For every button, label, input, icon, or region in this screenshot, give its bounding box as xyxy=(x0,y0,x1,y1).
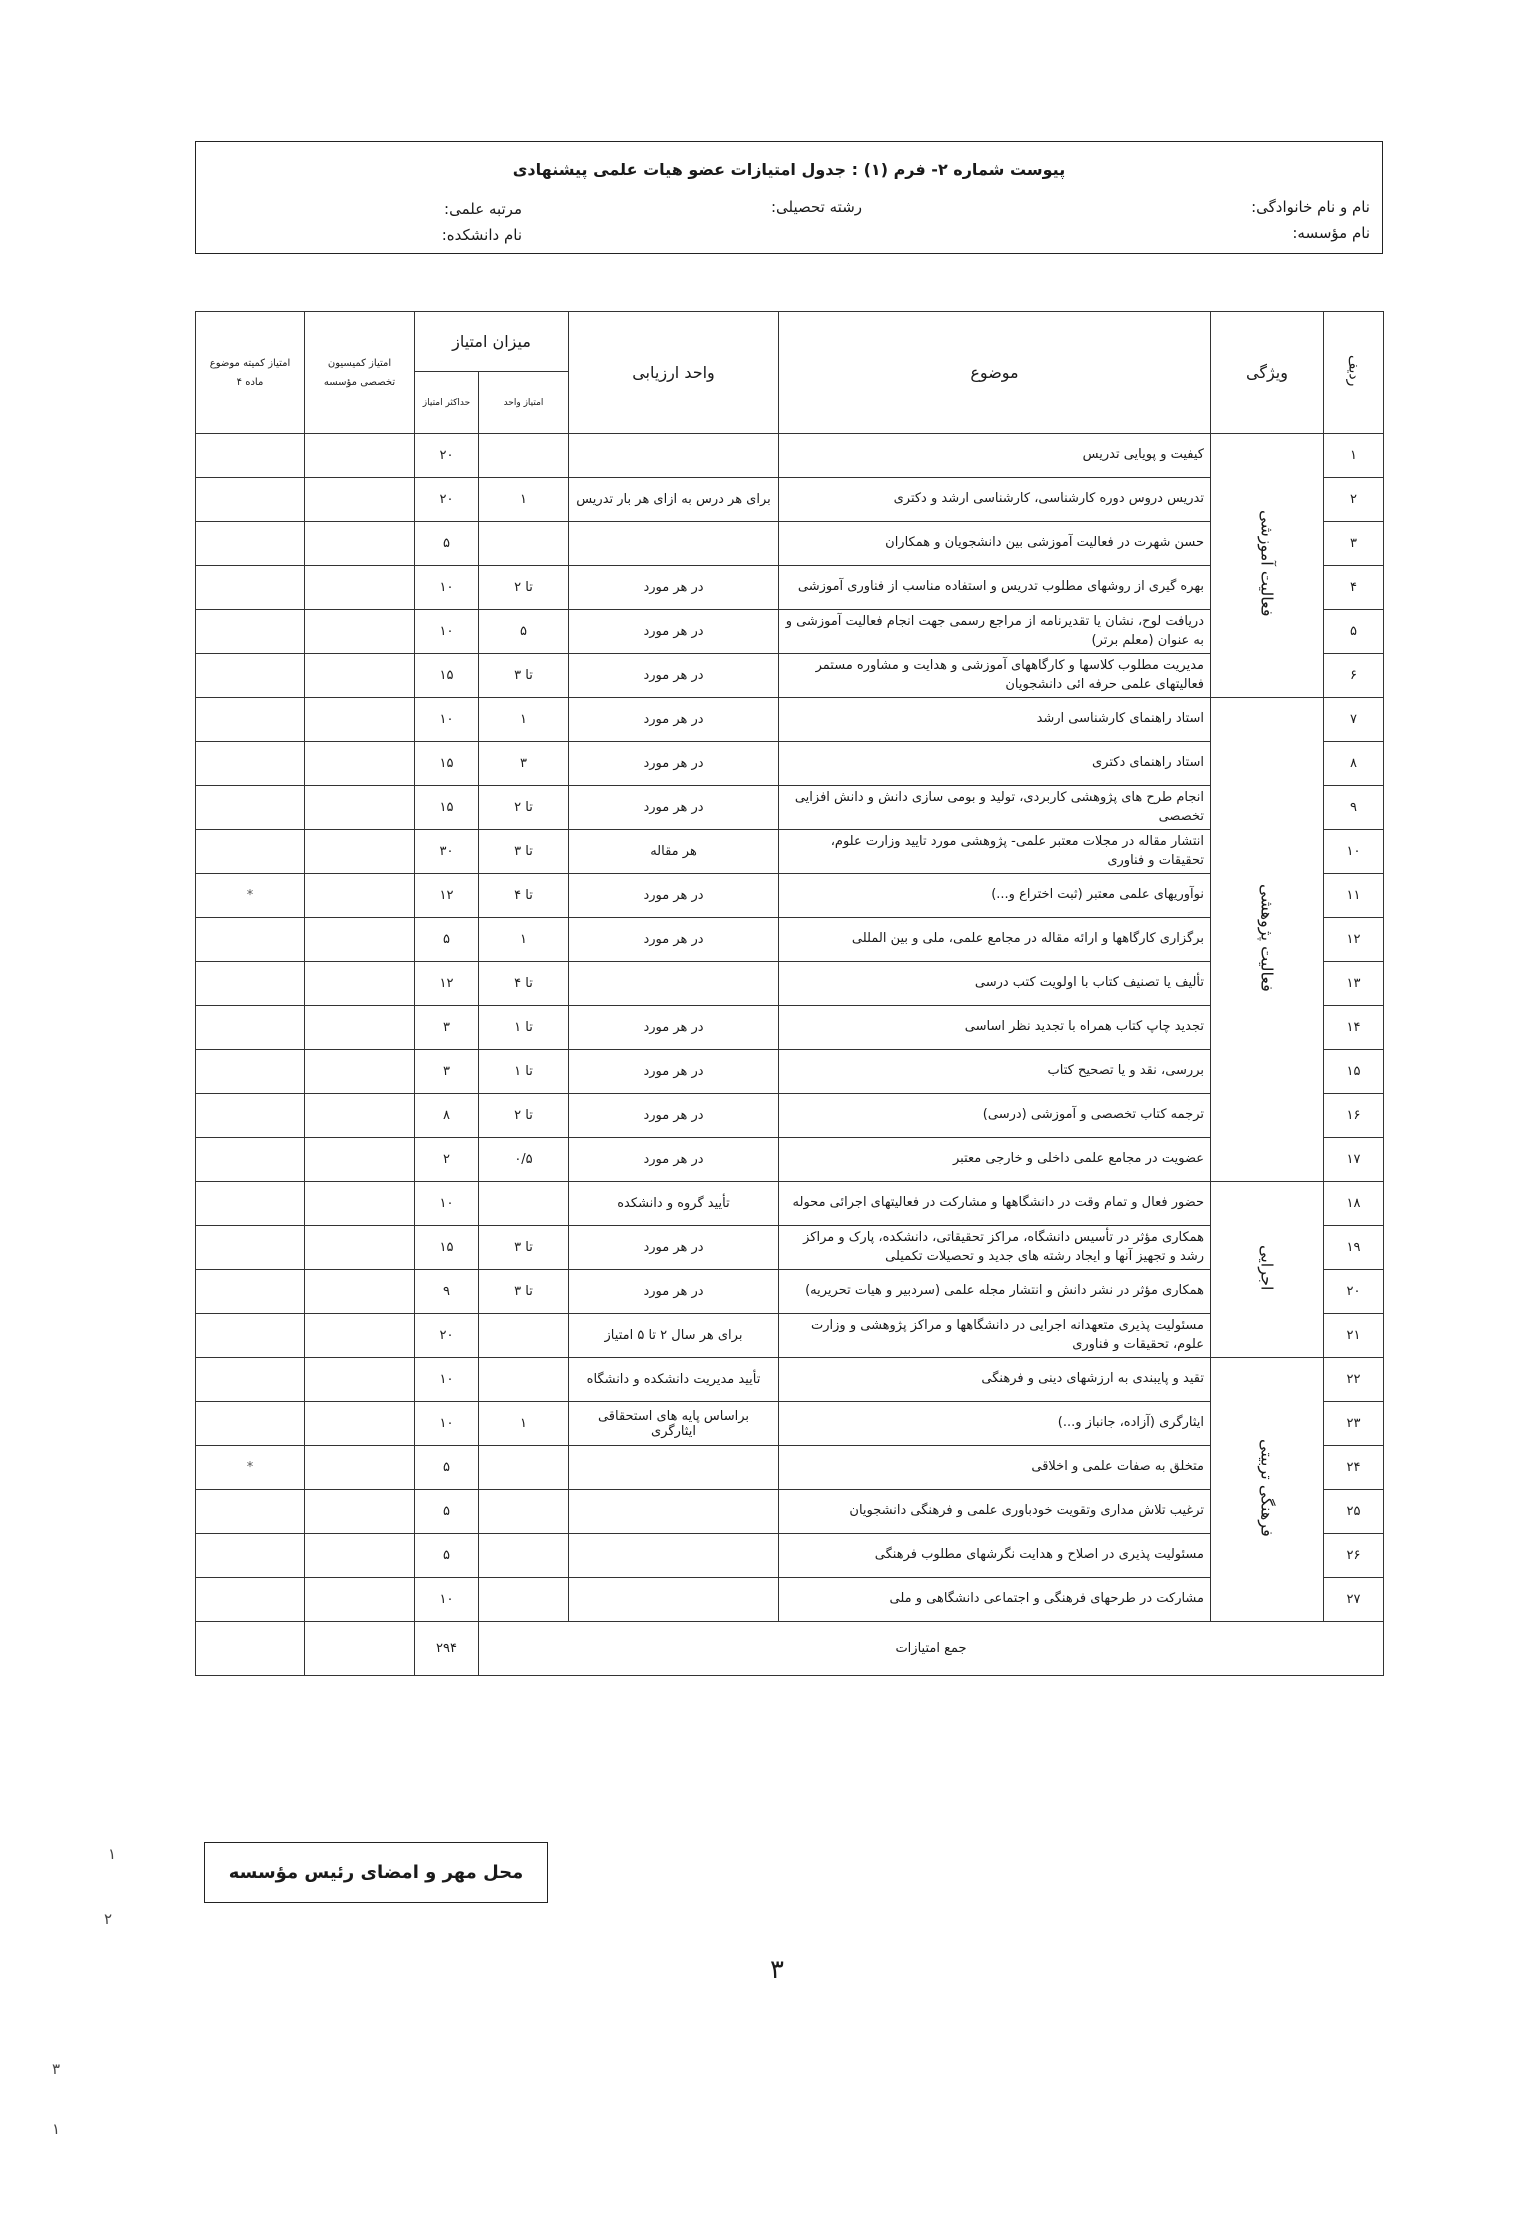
row-commission-score xyxy=(305,918,415,962)
row-unit: در هر مورد xyxy=(569,698,779,742)
row-number: ۲۳ xyxy=(1324,1402,1384,1446)
institution-label: نام مؤسسه: xyxy=(1292,224,1370,242)
row-unit: در هر مورد xyxy=(569,786,779,830)
row-max-score: ۵ xyxy=(415,1446,479,1490)
row-commission-score xyxy=(305,1094,415,1138)
row-article4-score xyxy=(196,478,305,522)
row-unit: در هر مورد xyxy=(569,654,779,698)
rank-label: مرتبه علمی: xyxy=(444,200,522,218)
row-topic: حسن شهرت در فعالیت آموزشی بین دانشجویان و همکاران xyxy=(779,522,1211,566)
row-topic: دریافت لوح، نشان یا تقدیرنامه از مراجع رسمی جهت انجام فعالیت آموزشی و به عنوان (معلم برتر) xyxy=(779,610,1211,654)
row-article4-score xyxy=(196,698,305,742)
header-max-score: حداکثر امتیاز xyxy=(415,372,479,434)
row-commission-score xyxy=(305,1402,415,1446)
row-number: ۲۱ xyxy=(1324,1314,1384,1358)
row-max-score: ۲۰ xyxy=(415,434,479,478)
row-unit-score xyxy=(479,1314,569,1358)
row-unit: در هر مورد xyxy=(569,1138,779,1182)
row-topic: تدریس دروس دوره کارشناسی، کارشناسی ارشد و دکتری xyxy=(779,478,1211,522)
row-unit-score xyxy=(479,434,569,478)
row-unit: در هر مورد xyxy=(569,1094,779,1138)
row-topic: ترجمه کتاب تخصصی و آموزشی (درسی) xyxy=(779,1094,1211,1138)
row-number: ۱۶ xyxy=(1324,1094,1384,1138)
row-max-score: ۲۰ xyxy=(415,1314,479,1358)
table-row xyxy=(196,698,1384,742)
row-commission-score xyxy=(305,1226,415,1270)
row-unit-score xyxy=(479,1446,569,1490)
row-unit xyxy=(569,1534,779,1578)
row-topic: حضور فعال و تمام وقت در دانشگاهها و مشارکت در فعالیتهای اجرائی محوله xyxy=(779,1182,1211,1226)
form-title: پیوست شماره ۲- فرم (۱) : جدول امتیازات عضو هیات علمی پیشنهادی xyxy=(512,160,1066,179)
row-topic: مسئولیت پذیری در اصلاح و هدایت نگرشهای مطلوب فرهنگی xyxy=(779,1534,1211,1578)
table-row xyxy=(196,874,1384,918)
row-commission-score xyxy=(305,1534,415,1578)
row-article4-score xyxy=(196,786,305,830)
row-topic: کیفیت و پویایی تدریس xyxy=(779,434,1211,478)
row-commission-score xyxy=(305,874,415,918)
row-article4-score xyxy=(196,1138,305,1182)
row-max-score: ۱۰ xyxy=(415,1578,479,1622)
category-label: فعالیت آموزشی xyxy=(1257,510,1277,617)
row-max-score: ۵ xyxy=(415,1534,479,1578)
row-max-score: ۲ xyxy=(415,1138,479,1182)
row-number: ۳ xyxy=(1324,522,1384,566)
row-number: ۱۲ xyxy=(1324,918,1384,962)
row-number: ۱۴ xyxy=(1324,1006,1384,1050)
row-unit: در هر مورد xyxy=(569,566,779,610)
header-unit: واحد ارزیابی xyxy=(569,312,779,434)
header-commission: امتیاز کمیسیون تخصصی مؤسسه xyxy=(305,312,415,434)
row-max-score: ۱۵ xyxy=(415,742,479,786)
row-max-score: ۱۵ xyxy=(415,1226,479,1270)
row-number: ۲۴ xyxy=(1324,1446,1384,1490)
row-topic: مسئولیت پذیری متعهدانه اجرایی در دانشگاهها و مراکز پژوهشی و وزارت علوم، تحقیقات و فناوری xyxy=(779,1314,1211,1358)
table-row xyxy=(196,1138,1384,1182)
row-commission-score xyxy=(305,1314,415,1358)
row-unit-score: ۱ xyxy=(479,918,569,962)
row-unit-score: تا ۴ xyxy=(479,874,569,918)
row-number: ۲ xyxy=(1324,478,1384,522)
row-unit-score xyxy=(479,1534,569,1578)
row-unit-score: ۱ xyxy=(479,478,569,522)
seal-box xyxy=(204,1842,548,1903)
margin-mark: ۲ xyxy=(104,1910,113,1928)
row-commission-score xyxy=(305,698,415,742)
header-row-number: ردیف xyxy=(1324,312,1384,434)
row-unit: تأیید گروه و دانشکده xyxy=(569,1182,779,1226)
row-number: ۲۶ xyxy=(1324,1534,1384,1578)
row-unit-score: ۳ xyxy=(479,742,569,786)
table-row xyxy=(196,1094,1384,1138)
row-unit xyxy=(569,1446,779,1490)
row-number: ۱۰ xyxy=(1324,830,1384,874)
row-max-score: ۱۰ xyxy=(415,1358,479,1402)
row-topic: نوآوریهای علمی معتبر (ثبت اختراع و...) xyxy=(779,874,1211,918)
row-number: ۴ xyxy=(1324,566,1384,610)
row-article4-score xyxy=(196,1314,305,1358)
row-commission-score xyxy=(305,742,415,786)
table-row xyxy=(196,1402,1384,1446)
row-topic: مشارکت در طرحهای فرهنگی و اجتماعی دانشگاهی و ملی xyxy=(779,1578,1211,1622)
row-unit xyxy=(569,1490,779,1534)
row-unit: در هر مورد xyxy=(569,1050,779,1094)
row-max-score: ۱۰ xyxy=(415,610,479,654)
row-number: ۱ xyxy=(1324,434,1384,478)
table-row xyxy=(196,1578,1384,1622)
row-unit-score: ۱ xyxy=(479,1402,569,1446)
row-unit-score: ۱ xyxy=(479,698,569,742)
row-topic: استاد راهنمای دکتری xyxy=(779,742,1211,786)
row-commission-score xyxy=(305,1182,415,1226)
row-number: ۲۷ xyxy=(1324,1578,1384,1622)
row-max-score: ۲۰ xyxy=(415,478,479,522)
table-row xyxy=(196,830,1384,874)
row-article4-score xyxy=(196,1578,305,1622)
table-row xyxy=(196,1446,1384,1490)
table-row xyxy=(196,1314,1384,1358)
row-max-score: ۵ xyxy=(415,918,479,962)
row-article4-score xyxy=(196,962,305,1006)
row-unit-score: تا ۳ xyxy=(479,1226,569,1270)
row-topic: ایثارگری (آزاده، جانباز و...) xyxy=(779,1402,1211,1446)
row-max-score: ۱۲ xyxy=(415,962,479,1006)
row-number: ۹ xyxy=(1324,786,1384,830)
row-number: ۱۳ xyxy=(1324,962,1384,1006)
row-unit-score: تا ۲ xyxy=(479,566,569,610)
row-commission-score xyxy=(305,566,415,610)
row-unit-score xyxy=(479,1578,569,1622)
row-max-score: ۳ xyxy=(415,1006,479,1050)
table-row xyxy=(196,1050,1384,1094)
row-unit-score: تا ۲ xyxy=(479,1094,569,1138)
row-number: ۱۱ xyxy=(1324,874,1384,918)
row-article4-score xyxy=(196,1490,305,1534)
row-unit-score: تا ۲ xyxy=(479,786,569,830)
row-unit: تأیید مدیریت دانشکده و دانشگاه xyxy=(569,1358,779,1402)
row-number: ۱۵ xyxy=(1324,1050,1384,1094)
row-unit: در هر مورد xyxy=(569,1006,779,1050)
total-value: ۲۹۴ xyxy=(415,1622,479,1676)
total-commission xyxy=(305,1622,415,1676)
category-research xyxy=(1211,698,1324,1182)
row-article4-score xyxy=(196,1094,305,1138)
table-body xyxy=(196,434,1384,1676)
name-label: نام و نام خانوادگی: xyxy=(1251,198,1370,216)
row-max-score: ۳ xyxy=(415,1050,479,1094)
table-row xyxy=(196,1534,1384,1578)
row-commission-score xyxy=(305,1578,415,1622)
row-unit-score: تا ۳ xyxy=(479,654,569,698)
table-row xyxy=(196,478,1384,522)
row-unit-score xyxy=(479,1490,569,1534)
category-executive xyxy=(1211,1182,1324,1358)
row-article4-score xyxy=(196,1050,305,1094)
row-unit-score xyxy=(479,1358,569,1402)
header-unit-score: امتیاز واحد xyxy=(479,372,569,434)
header-box xyxy=(195,141,1383,254)
page-number: ۳ xyxy=(770,1955,784,1985)
row-article4-score xyxy=(196,654,305,698)
row-unit xyxy=(569,1578,779,1622)
row-max-score: ۳۰ xyxy=(415,830,479,874)
table-row xyxy=(196,1006,1384,1050)
row-topic: استاد راهنمای کارشناسی ارشد xyxy=(779,698,1211,742)
row-max-score: ۱۰ xyxy=(415,566,479,610)
row-commission-score xyxy=(305,786,415,830)
row-topic: برگزاری کارگاهها و ارائه مقاله در مجامع علمی، ملی و بین المللی xyxy=(779,918,1211,962)
row-number: ۱۸ xyxy=(1324,1182,1384,1226)
row-unit-score: تا ۱ xyxy=(479,1006,569,1050)
category-education xyxy=(1211,434,1324,698)
row-number: ۲۲ xyxy=(1324,1358,1384,1402)
row-number: ۲۰ xyxy=(1324,1270,1384,1314)
table-row xyxy=(196,1490,1384,1534)
row-unit: در هر مورد xyxy=(569,742,779,786)
row-article4-score xyxy=(196,1182,305,1226)
table-row xyxy=(196,742,1384,786)
table-row xyxy=(196,522,1384,566)
header-score-amount: میزان امتیاز xyxy=(415,312,569,372)
table-row xyxy=(196,786,1384,830)
row-unit-score: تا ۳ xyxy=(479,830,569,874)
field-label: رشته تحصیلی: xyxy=(770,198,862,216)
row-commission-score xyxy=(305,1270,415,1314)
category-label: فعالیت پژوهشی xyxy=(1257,883,1277,992)
row-article4-score xyxy=(196,1226,305,1270)
row-number: ۲۵ xyxy=(1324,1490,1384,1534)
row-number: ۱۹ xyxy=(1324,1226,1384,1270)
row-unit-score xyxy=(479,522,569,566)
row-unit-score xyxy=(479,1182,569,1226)
category-label: اجرایی xyxy=(1257,1244,1277,1291)
row-commission-score xyxy=(305,1138,415,1182)
margin-mark: ۱ xyxy=(52,2120,61,2138)
row-number: ۸ xyxy=(1324,742,1384,786)
row-unit: در هر مورد xyxy=(569,1270,779,1314)
table-row xyxy=(196,1358,1384,1402)
table-row xyxy=(196,962,1384,1006)
row-commission-score xyxy=(305,434,415,478)
row-topic: تألیف یا تصنیف کتاب با اولویت کتب درسی xyxy=(779,962,1211,1006)
row-topic: بهره گیری از روشهای مطلوب تدریس و استفاده مناسب از فناوری آموزشی xyxy=(779,566,1211,610)
row-topic: انجام طرح های پژوهشی کاربردی، تولید و بومی سازی دانش و دانش افزایی تخصصی xyxy=(779,786,1211,830)
row-unit-score: تا ۳ xyxy=(479,1270,569,1314)
row-article4-score xyxy=(196,1534,305,1578)
row-commission-score xyxy=(305,478,415,522)
header-topic: موضوع xyxy=(779,312,1211,434)
row-unit xyxy=(569,962,779,1006)
row-topic: مدیریت مطلوب کلاسها و کارگاههای آموزشی و هدایت و مشاوره مستمر فعالیتهای علمی حرفه ائی دانشجویان xyxy=(779,654,1211,698)
row-number: ۷ xyxy=(1324,698,1384,742)
row-commission-score xyxy=(305,522,415,566)
row-commission-score xyxy=(305,654,415,698)
row-max-score: ۱۰ xyxy=(415,1182,479,1226)
row-article4-score xyxy=(196,1270,305,1314)
row-max-score: ۱۲ xyxy=(415,874,479,918)
row-unit xyxy=(569,522,779,566)
row-max-score: ۵ xyxy=(415,1490,479,1534)
row-max-score: ۸ xyxy=(415,1094,479,1138)
row-article4-score xyxy=(196,1006,305,1050)
row-number: ۶ xyxy=(1324,654,1384,698)
row-article4-score xyxy=(196,1402,305,1446)
row-commission-score xyxy=(305,1006,415,1050)
table-row xyxy=(196,1182,1384,1226)
row-article4-score xyxy=(196,742,305,786)
row-commission-score xyxy=(305,1490,415,1534)
row-topic: همکاری مؤثر در تأسیس دانشگاه، مراکز تحقیقاتی، دانشکده، پارک و مراکز رشد و تجهیز آنها و ایجاد رشته های جدید و تحصیلات تکمیلی xyxy=(779,1226,1211,1270)
row-article4-score xyxy=(196,830,305,874)
row-unit-score: تا ۱ xyxy=(479,1050,569,1094)
row-unit-score: تا ۴ xyxy=(479,962,569,1006)
category-cultural xyxy=(1211,1358,1324,1622)
row-article4-score xyxy=(196,566,305,610)
row-article4-score: * xyxy=(196,874,305,918)
row-unit: هر مقاله xyxy=(569,830,779,874)
row-commission-score xyxy=(305,830,415,874)
header-article4: امتیاز کمیته موضوع ماده ۴ xyxy=(196,312,305,434)
row-max-score: ۹ xyxy=(415,1270,479,1314)
table-row xyxy=(196,434,1384,478)
row-unit: در هر مورد xyxy=(569,1226,779,1270)
row-article4-score xyxy=(196,522,305,566)
table-row xyxy=(196,1226,1384,1270)
row-number: ۵ xyxy=(1324,610,1384,654)
row-unit: در هر مورد xyxy=(569,874,779,918)
row-topic: عضویت در مجامع علمی داخلی و خارجی معتبر xyxy=(779,1138,1211,1182)
row-article4-score xyxy=(196,918,305,962)
row-commission-score xyxy=(305,1446,415,1490)
row-number: ۱۷ xyxy=(1324,1138,1384,1182)
row-commission-score xyxy=(305,1050,415,1094)
table-row xyxy=(196,918,1384,962)
row-commission-score xyxy=(305,1358,415,1402)
table-row xyxy=(196,566,1384,610)
table-row xyxy=(196,1270,1384,1314)
row-max-score: ۱۵ xyxy=(415,786,479,830)
row-topic: متخلق به صفات علمی و اخلاقی xyxy=(779,1446,1211,1490)
row-topic: بررسی، نقد و یا تصحیح کتاب xyxy=(779,1050,1211,1094)
total-label: جمع امتیازات xyxy=(479,1622,1384,1676)
score-table xyxy=(195,311,1384,1676)
table-row xyxy=(196,610,1384,654)
row-max-score: ۵ xyxy=(415,522,479,566)
row-unit: در هر مورد xyxy=(569,918,779,962)
row-article4-score xyxy=(196,434,305,478)
row-article4-score xyxy=(196,610,305,654)
row-unit xyxy=(569,434,779,478)
row-max-score: ۱۰ xyxy=(415,1402,479,1446)
row-article4-score: * xyxy=(196,1446,305,1490)
row-unit: در هر مورد xyxy=(569,610,779,654)
row-topic: تجدید چاپ کتاب همراه با تجدید نظر اساسی xyxy=(779,1006,1211,1050)
row-topic: تقید و پایبندی به ارزشهای دینی و فرهنگی xyxy=(779,1358,1211,1402)
row-unit: برای هر درس به ازای هر بار تدریس xyxy=(569,478,779,522)
margin-mark: ۳ xyxy=(52,2060,61,2078)
row-commission-score xyxy=(305,610,415,654)
row-unit-score: ۰/۵ xyxy=(479,1138,569,1182)
total-row xyxy=(196,1622,1384,1676)
row-topic: انتشار مقاله در مجلات معتبر علمی- پژوهشی مورد تایید وزارت علوم، تحقیقات و فناوری xyxy=(779,830,1211,874)
table-row xyxy=(196,654,1384,698)
header-feature: ویژگی xyxy=(1211,312,1324,434)
row-topic: همکاری مؤثر در نشر دانش و انتشار مجله علمی (سردبیر و هیات تحریریه) xyxy=(779,1270,1211,1314)
row-topic: ترغیب تلاش مداری وتقویت خودباوری علمی و فرهنگی دانشجویان xyxy=(779,1490,1211,1534)
row-max-score: ۱۵ xyxy=(415,654,479,698)
seal-label: محل مهر و امضای رئیس مؤسسه xyxy=(228,1862,524,1883)
faculty-label: نام دانشکده: xyxy=(441,226,522,244)
row-unit: براساس پایه های استحقاقی ایثارگری xyxy=(569,1402,779,1446)
row-unit-score: ۵ xyxy=(479,610,569,654)
margin-mark: ۱ xyxy=(108,1845,117,1863)
row-unit: برای هر سال ۲ تا ۵ امتیاز xyxy=(569,1314,779,1358)
row-commission-score xyxy=(305,962,415,1006)
row-max-score: ۱۰ xyxy=(415,698,479,742)
total-article4 xyxy=(196,1622,305,1676)
category-label: فرهنگی تربیتی xyxy=(1257,1438,1277,1537)
row-article4-score xyxy=(196,1358,305,1402)
